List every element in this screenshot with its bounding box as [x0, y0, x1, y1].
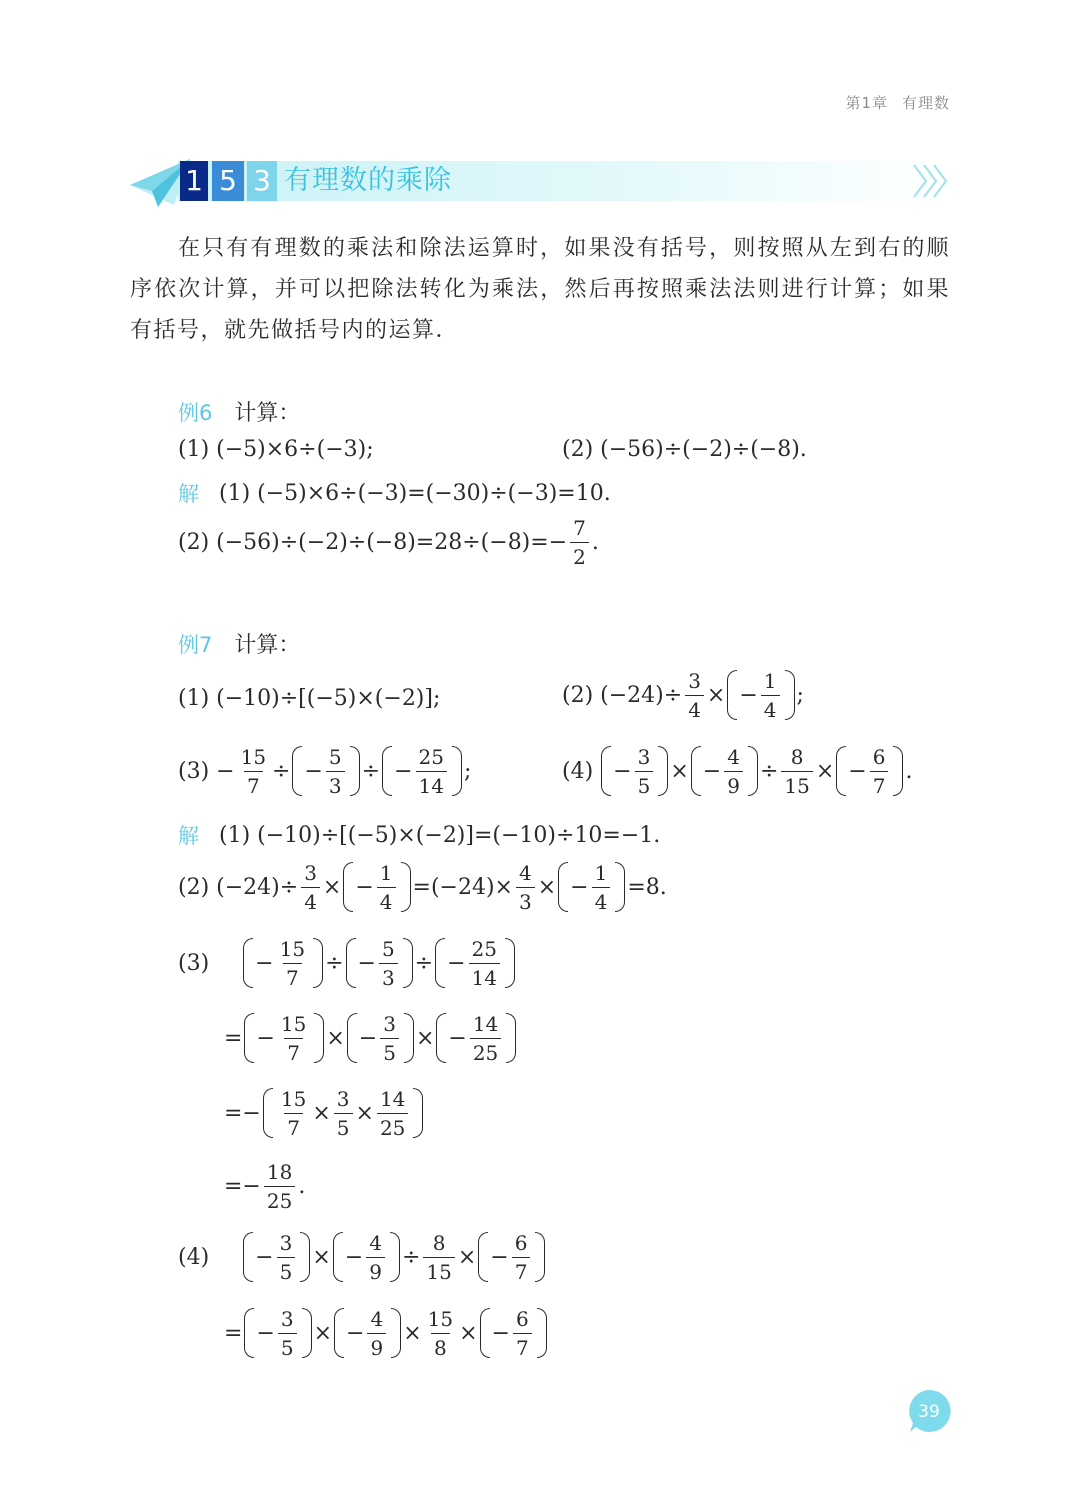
page-number-badge — [906, 1388, 952, 1434]
example-7-problem-3: (3) − $\frac{15}{7}$ ÷ − $\frac{5}{3}$ ÷ − $\frac{25}{14}$ ; — [178, 744, 472, 798]
example-7-label: 例7 — [178, 632, 213, 657]
section-number-2: 5 — [212, 161, 244, 201]
solution-2-text: (2) (−56)÷(−2)÷(−8)=28÷(−8)=− — [178, 530, 568, 555]
example-7-solution-4-line-2: = − $\frac{3}{5}$ × − $\frac{4}{9}$ × $\frac{15}{8}$ × − $\frac{6}{7}$ — [224, 1308, 549, 1358]
example-7-problem-4: (4) − $\frac{3}{5}$ × − $\frac{4}{9}$ ÷ $\frac{8}{15}$ × − $\frac{6}{7}$ . — [562, 744, 913, 798]
example-6-problem-2: (2) (−56)÷(−2)÷(−8). — [562, 437, 807, 462]
example-7-solution-2: (2) (−24)÷ $\frac{3}{4}$ × − $\frac{1}{4}$ =(−24)× $\frac{4}{3}$ × − $\frac{1}{4}$ =8. — [178, 860, 667, 914]
solution-1-text: (1) (−5)×6÷(−3)=(−30)÷(−3)=10. — [219, 480, 611, 506]
chevron-right-icon — [910, 161, 950, 201]
solution-label: 解 — [178, 482, 199, 506]
example-7-solution-1: 解 (1) (−10)÷[(−5)×(−2)]=(−10)÷10=−1. — [178, 820, 660, 850]
section-number-3: 3 — [247, 161, 277, 201]
example-6-prompt: 计算： — [234, 401, 301, 426]
example-7-problem-1: (1) (−10)÷[(−5)×(−2)]; — [178, 686, 441, 711]
example-7-solution-3-line-2: = − $\frac{15}{7}$ × − $\frac{3}{5}$ × − $\frac{14}{25}$ — [224, 1013, 518, 1063]
example-6-label: 例6 — [178, 400, 213, 425]
example-7-prompt: 计算： — [234, 633, 301, 658]
section-banner — [128, 155, 950, 211]
example-6-solution-2: (2) (−56)÷(−2)÷(−8)=28÷(−8)=− $\frac{7}{2}$ . — [178, 516, 599, 569]
section-title: 有理数的乘除 — [284, 165, 452, 196]
example-6-heading — [178, 396, 300, 427]
example-7-problem-2: (2) (−24)÷ $\frac{3}{4}$ × − $\frac{1}{4}$ ; — [562, 668, 804, 722]
example-7-solution-4-line-1: (4) − $\frac{3}{5}$ × − $\frac{4}{9}$ ÷ $\frac{8}{15}$ × − $\frac{6}{7}$ — [178, 1232, 547, 1282]
page-number: 39 — [918, 1402, 940, 1422]
example-7-solution-3-line-3: =− $\frac{15}{7}$ × $\frac{3}{5}$ × $\frac{14}{25}$ — [224, 1088, 425, 1138]
running-header — [831, 92, 950, 113]
solution-label: 解 — [178, 824, 199, 848]
example-7-heading — [178, 628, 300, 659]
intro-paragraph: 在只有有理数的乘法和除法运算时，如果没有括号，则按照从左到右的顺序依次计算，并可以把除法转化为乘法，然后再按照乘法法则进行计算；如果有括号，就先做括号内的运算． — [130, 236, 950, 343]
example-7-solution-3-line-1: (3) − $\frac{15}{7}$ ÷ − $\frac{5}{3}$ ÷ − $\frac{25}{14}$ — [178, 938, 517, 988]
example-6-problem-1: (1) (−5)×6÷(−3); — [178, 437, 374, 462]
example-6-solution-1 — [178, 478, 611, 508]
chapter-number: 第1章 — [845, 94, 888, 112]
example-7-solution-3-line-4: =− $\frac{18}{25}$ . — [224, 1160, 306, 1213]
chapter-title: 有理数 — [901, 94, 950, 112]
fraction: $\frac{7}{2}$ — [570, 518, 589, 567]
section-number-1: 1 — [180, 161, 208, 201]
